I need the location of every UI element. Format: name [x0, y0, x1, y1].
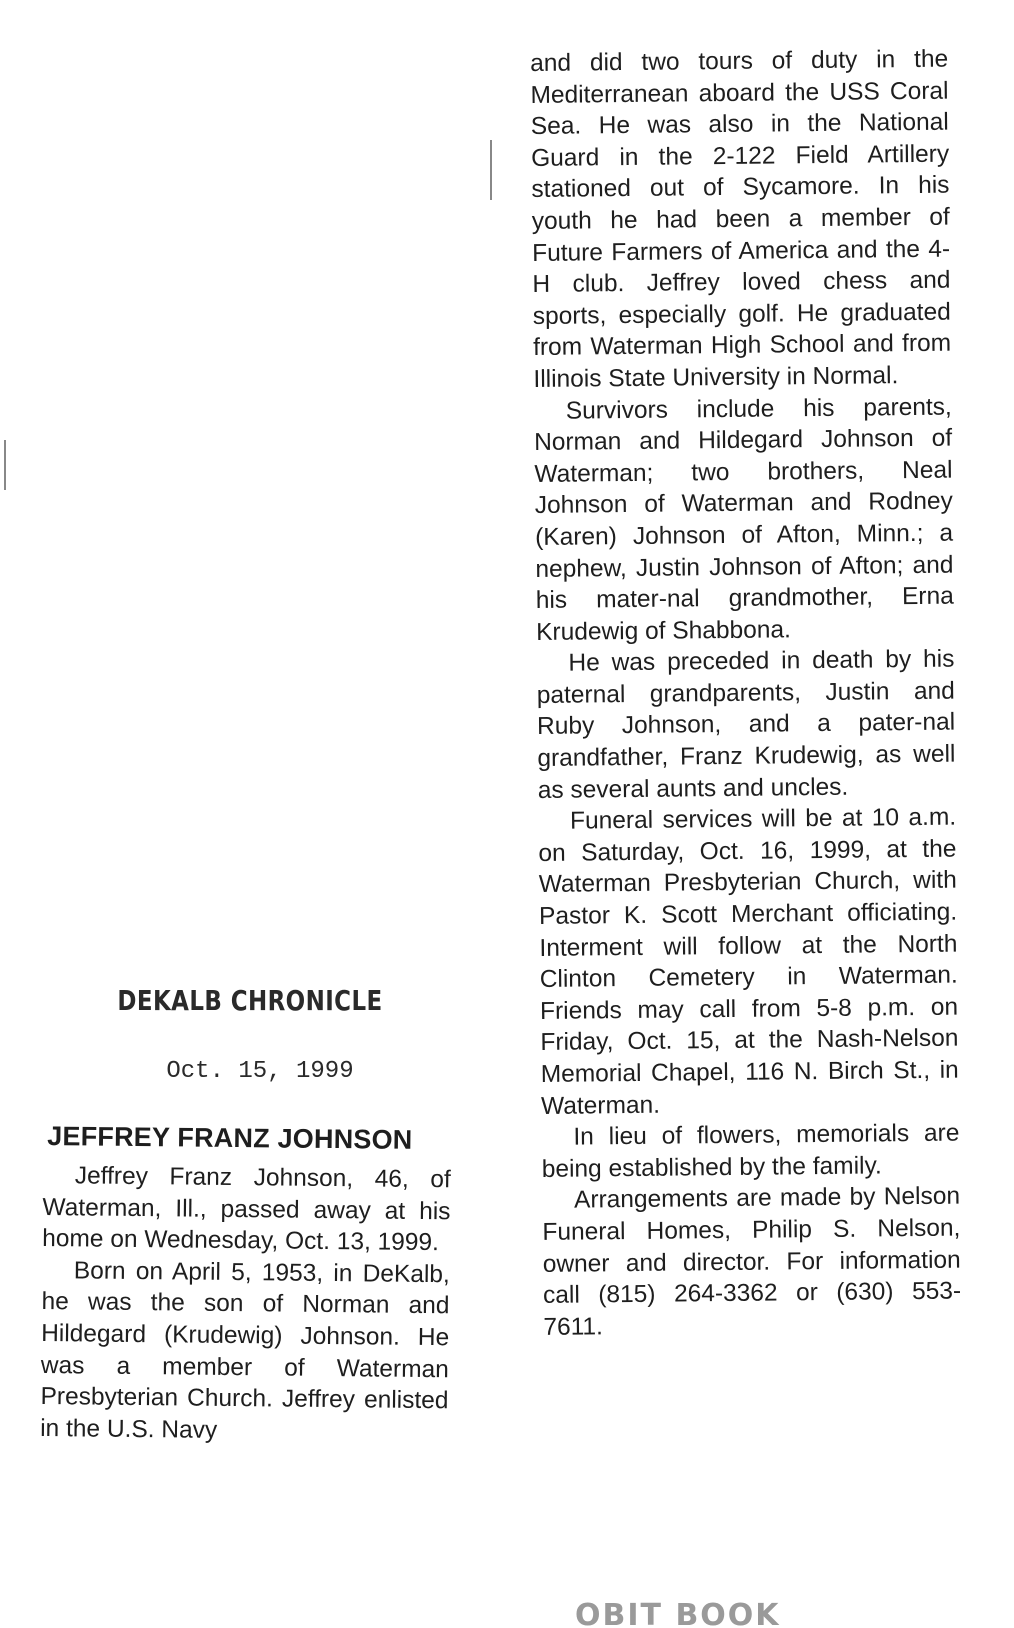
obit-book-stamp: OBIT BOOK	[575, 1598, 781, 1628]
obituary-paragraph: In lieu of flowers, memorials are being established by the family.	[541, 1119, 960, 1183]
obituary-column-left	[40, 1121, 451, 1449]
obituary-paragraph: He was preceded in death by his paternal grandparents, Justin and Ruby Johnson, and a pater-nal grandfather, Franz Krudewig, as well as several aunts and uncles.	[536, 645, 956, 804]
obituary-paragraph: Born on April 5, 1953, in DeKalb, he was the son of Norman and Hildegard (Krudewig) Johnson. He was a member of Waterman Presbyterian Church. Jeffrey enlisted in the U.S. Navy	[40, 1257, 450, 1444]
obituary-paragraph: Arrangements are made by Nelson Funeral Homes, Philip S. Nelson, owner and director. For information call (815) 264-3362 or (630) 553-7611.	[542, 1182, 962, 1341]
source-stamp: DEKALB CHRONICLE	[117, 984, 383, 1017]
obituary-headline: JEFFREY FRANZ JOHNSON	[47, 1121, 413, 1155]
scan-mark	[4, 440, 6, 490]
obituary-column-right	[530, 44, 962, 1344]
obituary-paragraph: Survivors include his parents, Norman and Hildegard Johnson of Waterman; two brothers, Neal Johnson of Waterman and Rodney (Karen) Johnson of Afton, Minn.; a nephew, Justin Johnson of Afton; and his mater-nal grandmother, Erna Krudewig of Shabbona.	[533, 393, 954, 646]
obituary-paragraph: Jeffrey Franz Johnson, 46, of Waterman, Ill., passed away at his home on Wednesday, Oct. 13, 1999.	[42, 1162, 451, 1257]
date-stamp: Oct. 15, 1999	[166, 1058, 354, 1085]
scan-mark	[490, 140, 492, 200]
obituary-paragraph: Funeral services will be at 10 a.m. on Saturday, Oct. 16, 1999, at the Waterman Presbyterian Church, with Pastor K. Scott Merchant officiating. Interment will follow at the North Clinton Cemetery in Waterman. Friends may call from 5-8 p.m. on Friday, Oct. 15, at the Nash-Nelson Memorial Chapel, 116 N. Birch St., in Waterman.	[538, 803, 959, 1120]
obituary-paragraph: and did two tours of duty in the Mediterranean aboard the USS Coral Sea. He was also in the National Guard in the 2-122 Field Artillery stationed out of Sycamore. In his youth he had been a member of Future Farmers of America and the 4-H club. Jeffrey loved chess and sports, especially golf. He graduated from Waterman High School and from Illinois State University in Normal.	[530, 45, 952, 393]
